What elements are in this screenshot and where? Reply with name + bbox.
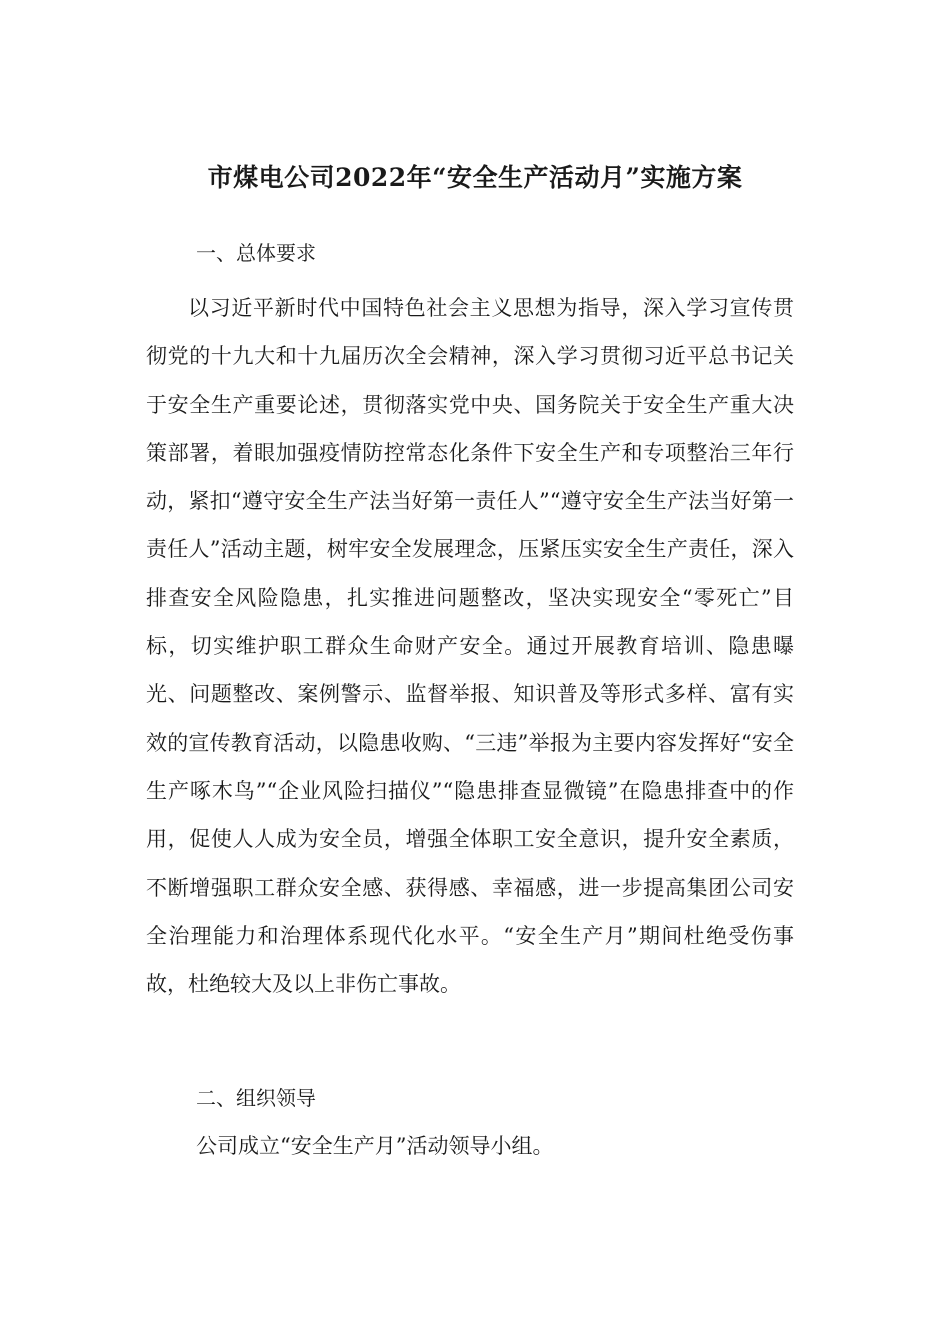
document-title: 市煤电公司2022年“安全生产活动月”实施方案 xyxy=(207,163,743,192)
section-heading-organization-leadership: 二、组织领导 xyxy=(196,1086,316,1110)
section-paragraph-organization-leadership: 公司成立“安全生产月”活动领导小组。 xyxy=(196,1134,554,1158)
section-paragraph-general-requirements: 以习近平新时代中国特色社会主义思想为指导，深入学习宣传贯彻党的十九大和十九届历次全会精神，深入学习贯彻习近平总书记关于安全生产重要论述，贯彻落实党中央、国务院关于安全生产重大决策部署，着眼加强疫情防控常态化条件下安全生产和专项整治三年行动，紧扣“遵守安全生产法当好第一责任人”“遵守安全生产法当好第一责任人”活动主题，树牢安全发展理念，压紧压实安全生产责任，深入排查安全风险隐患，扎实推进问题整改，坚决实现安全“零死亡”目标，切实维护职工群众生命财产安全。通过开展教育培训、隐患曝光、问题整改、案例警示、监督举报、知识普及等形式多样、富有实效的宣传教育活动，以隐患收购、“三违”举报为主要内容发挥好“安全生产啄木鸟”“企业风险扫描仪”“隐患排查显微镜”在隐患排查中的作用，促使人人成为安全员，增强全体职工安全意识，提升安全素质，不断增强职工群众安全感、获得感、幸福感，进一步提高集团公司安全治理能力和治理体系现代化水平。“安全生产月”期间杜绝受伤事故，杜绝较大及以上非伤亡事故。 xyxy=(146,296,794,997)
section-heading-general-requirements: 一、总体要求 xyxy=(196,241,316,265)
